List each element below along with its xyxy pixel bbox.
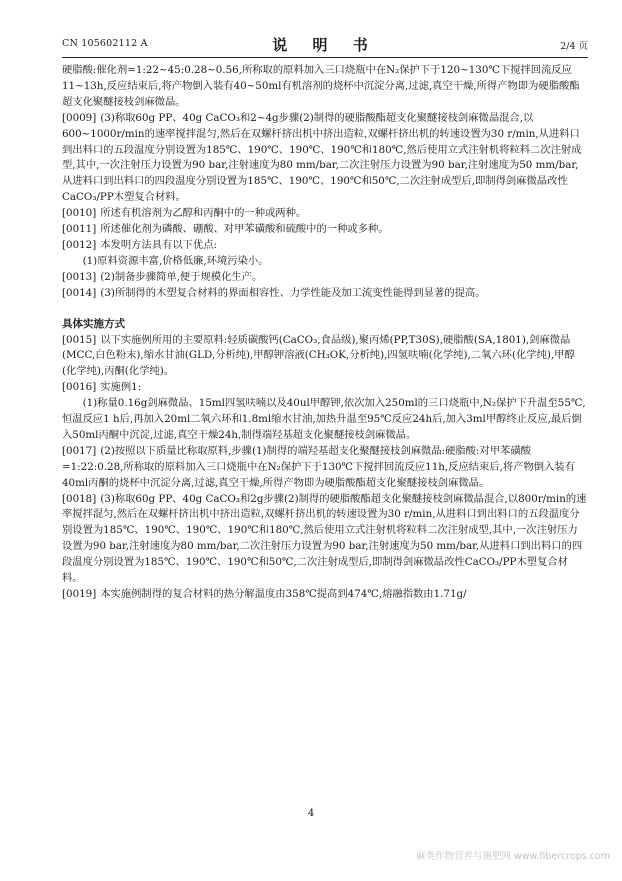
page-number: 4 bbox=[307, 808, 315, 819]
paragraph-0018: [0018] (3)称取60g PP、40g CaCO₃和2g步骤(2)制得的硬脂酸酯超支化聚醚接枝剑麻微晶混合,以800r/min的速率搅拌混匀,然后在双螺杆挤出机中挤出造粒,双螺杆挤出机的转速设置为30 r/min,从进料口到出料口的五段温度分别设置为185℃、190℃、190℃、190℃和180℃,然后使用立式注射机将粒料二次注射成型,其中,一次注射压力设置为90 bar,注射速度为80 mm/bar,二次注射压力设置为90 bar,注射速度为50 mm/bar,从进料口到出料口的四段温度分别设置为185℃、190℃、190℃和50℃,二次注射成型后,即制得剑麻微晶改性CaCO₃/PP木塑复合材料。 bbox=[62, 492, 587, 585]
page-header bbox=[62, 34, 588, 56]
paragraph-number: [0009] bbox=[62, 111, 97, 124]
paragraph-0019: [0019] 本实施例制得的复合材料的热分解温度由358℃提高到474℃,熔融指数由1.71g/ bbox=[62, 588, 467, 600]
paragraph-0010: [0010] 所述有机溶剂为乙醇和丙酮中的一种或两种。 bbox=[62, 207, 307, 220]
paragraph-number: [0012] bbox=[62, 238, 97, 251]
header-rule bbox=[62, 57, 588, 58]
paragraph-number: [0019] bbox=[62, 588, 97, 600]
document-title: 说 明 书 bbox=[272, 36, 378, 54]
paragraph-0012: [0012] 本发明方法具有以下优点: bbox=[62, 238, 217, 251]
paragraph: 硬脂酸:催化剂=1:22~45:0.28~0.56,所称取的原料加入三口烧瓶中在N₂保护下于120~130℃下搅拌回流反应11~13h,反应结束后,将产物倒入装有40~50ml有机溶剂的烧杯中沉淀分离,过滤,真空干燥,所得产物即为硬脂酸酯超支化聚醚接枝剑麻微晶。 bbox=[62, 64, 580, 108]
paragraph-number: [0010] bbox=[62, 207, 97, 220]
document-body bbox=[62, 63, 588, 603]
paragraph-number: [0014] bbox=[62, 286, 97, 299]
paragraph-number: [0011] bbox=[62, 223, 97, 236]
advantage-item: (1)原料资源丰富,价格低廉,环境污染小。 bbox=[82, 254, 269, 267]
patent-number: CN 105602112 A bbox=[62, 38, 148, 49]
section-title: 具体实施方式 bbox=[62, 317, 125, 330]
paragraph-0017: [0017] (2)按照以下质量比称取原料,步骤(1)制得的端羟基超支化聚醚接枝剑麻微晶:硬脂酸:对甲苯磺酸=1:22:0.28,所称取的原料加入三口烧瓶中在N₂保护下于130℃下搅拌回流反应11h,反应结束后,将产物倒入装有40ml丙酮的烧杯中沉淀分离,过滤,真空干燥,所得产物即为硬脂酸酯超支化聚醚接枝剑麻微晶。 bbox=[62, 444, 575, 489]
paragraph-0009: [0009] (3)称取60g PP、40g CaCO₃和2~4g步骤(2)制得的硬脂酸酯超支化聚醚接枝剑麻微晶混合,以600~1000r/min的速率搅拌混匀,然后在双螺杆挤出机中挤出造粒,双螺杆挤出机的转速设置为30 r/min,从进料口到出料口的五段温度分别设置为185℃、190℃、190℃、190℃和180℃,然后使用立式注射机将粒料二次注射成型,其中,一次注射压力设置为90 bar,注射速度为80 mm/bar,二次注射压力设置为90 bar,注射速度为50 mm/bar,从进料口到出料口的四段温度分别设置为185℃、190℃、190℃和50℃,二次注射成型后,即制得剑麻微晶改性CaCO₃/PP木塑复合材料。 bbox=[62, 111, 582, 204]
section-gap bbox=[62, 302, 588, 317]
paragraph-0011: [0011] 所述催化剂为磷酸、硼酸、对甲苯磺酸和硫酸中的一种或多种。 bbox=[62, 223, 389, 236]
paragraph-number: [0017] bbox=[62, 444, 97, 457]
paragraph-0014: [0014] (3)所制得的木塑复合材料的界面相容性、力学性能及加工流变性能得到显著的提高。 bbox=[62, 286, 486, 299]
example-step: (1)称量0.16g剑麻微晶、15ml四氢呋喃以及40ul甲醇钾,依次加入250ml的三口烧瓶中,N₂保护下升温至55℃,恒温反应1 h后,再加入20ml二氧六环和1.8ml缩水甘油,加热升温至95℃反应24h后,加入3ml甲醇终止反应,最后倒入50ml丙酮中沉淀,过滤,真空干燥24h,制得端羟基超支化聚醚接枝剑麻微晶。 bbox=[62, 397, 586, 441]
page-indicator: 2/4 页 bbox=[560, 41, 588, 52]
paragraph-number: [0016] bbox=[62, 381, 97, 394]
paragraph-number: [0018] bbox=[62, 492, 97, 505]
paragraph-0015: [0015] 以下实施例所用的主要原料:轻质碳酸钙(CaCO₃,食品级),聚丙烯(PP,T30S),硬脂酸(SA,1801),剑麻微晶(MCC,白色粉末),缩水甘油(GLD,分析纯),甲醇钾溶液(CH₃OK,分析纯),四氢呋喃(化学纯),二氧六环(化学纯),甲醇(化学纯),丙酮(化学纯)。 bbox=[62, 333, 575, 378]
paragraph-0016: [0016] 实施例1: bbox=[62, 381, 142, 394]
paragraph-number: [0015] bbox=[62, 333, 97, 346]
paragraph-number: [0013] bbox=[62, 270, 97, 283]
paragraph-0013: [0013] (2)制备步骤简单,便于规模化生产。 bbox=[62, 270, 263, 283]
site-watermark: 麻类作物营养与施肥网 www.fibercrops.com bbox=[415, 851, 610, 862]
